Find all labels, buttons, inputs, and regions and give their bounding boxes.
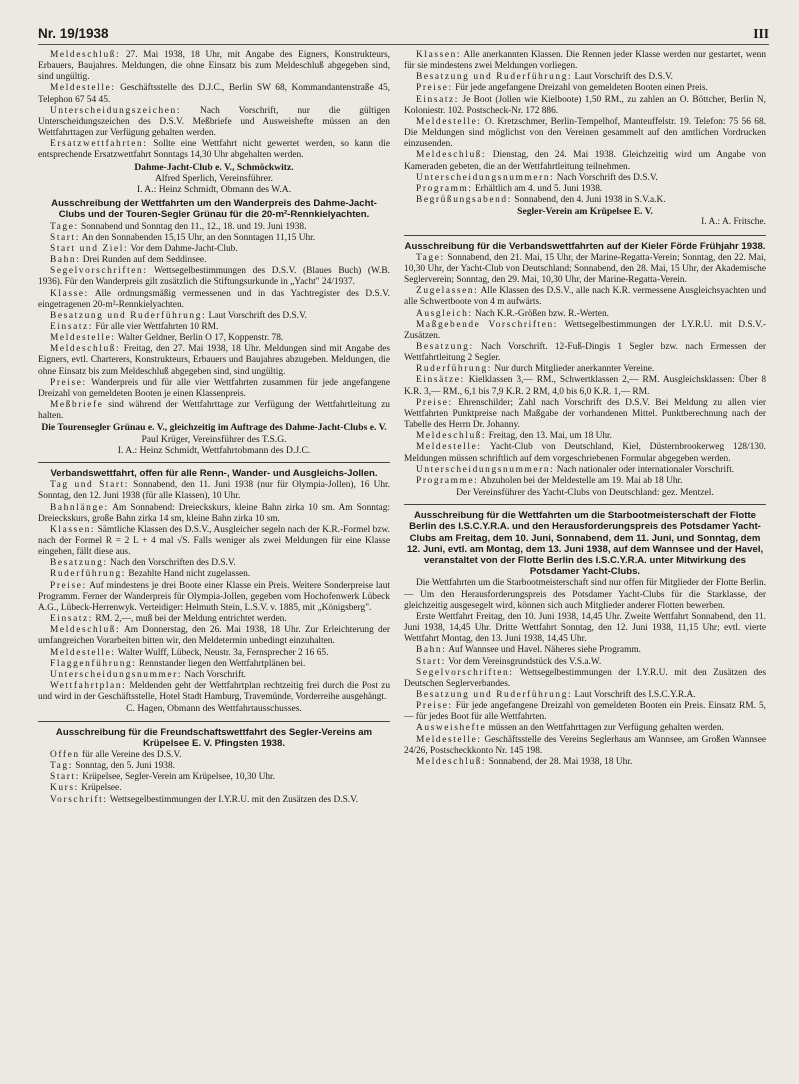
paragraph-text: Dienstag, den 24. Mai 1938. Gleichzeitig wird um Angabe von Kameraden gebeten, die an der Wettfahrtleitung teilnehmen. [404,150,766,172]
announcement-paragraph [404,668,766,690]
paragraph-text: Sollte eine Wettfahrt nicht gewertet werden, so kann die entsprechende Ersatzwettfahrt Sonntags 14,30 Uhr abgehalten werden. [38,139,390,161]
paragraph-text: Sonnabend, den 4. Juni 1938 in S.V.a.K. [514,195,666,206]
paragraph-lead: Preise: [50,580,87,591]
paragraph-lead: Tage: [50,221,79,232]
announcement-paragraph [404,465,766,476]
paragraph-lead: Meldeschluß: [50,50,121,60]
paragraph-lead: Tage: [416,252,445,263]
announcement-paragraph [38,83,390,105]
paragraph-lead: Tag: [50,761,73,772]
announcement-paragraph [38,344,390,377]
section-divider [38,462,390,463]
announcement-paragraph [404,757,766,768]
paragraph-lead: Preise: [416,397,453,408]
announcement-paragraph [404,150,766,172]
paragraph-text: Rennstander liegen den Wettfahrtplänen bei. [138,658,306,669]
paragraph-lead: Meldestelle: [416,116,482,127]
paragraph-lead: Besatzung und Ruderführung: [416,690,573,701]
paragraph-lead: Meßbriefe [50,400,104,411]
paragraph-text: Freitag, den 27. Mai 1938, 18 Uhr. Meldungen sind mit Angabe des Eigners, evtl. Charterers, Konstrukteurs, Erbauers und Baujahres abzugeben. Meldungen, die ohne Einsatz bis zum Meldeschluß abgegeben sind, sind ungültig. [38,344,390,377]
paragraph-text: Vor dem Vereinsgrundstück des V.S.a.W. [448,656,602,667]
signature-line: I. A.: Heinz Schmidt, Obmann des W.A. [136,183,292,195]
paragraph-lead: Besatzung: [416,342,474,352]
signature-line: Alfred Sperlich, Vereinsführer. [154,172,274,184]
paragraph-lead: Unterscheidungsnummern: [416,464,555,475]
announcement-paragraph [38,581,390,614]
paragraph-text: Meldenden geht der Wettfahrtplan rechtzeitig frei durch die Post zu und wird in der Geschäftsstelle, Hotel Stadt Hamburg, Travemünde, Vorderreihe ausgehängt. [38,681,390,703]
paragraph-lead: Meldestelle: [50,333,116,344]
paragraph-lead: Klassen: [416,50,462,60]
announcement-paragraph [404,184,766,195]
paragraph-lead: Ersatzwettfahrten: [50,139,148,150]
paragraph-lead: Unterscheidungsnummern: [416,172,555,183]
paragraph-lead: Ausweishefte [416,723,487,734]
announcement-paragraph [404,723,766,734]
paragraph-text: Sonntag, den 5. Juni 1938. [75,761,176,772]
announcement-paragraph [38,322,390,333]
section-divider [404,504,766,505]
announcement-paragraph [38,503,390,525]
paragraph-text: Bezahlte Hand nicht zugelassen. [128,569,251,580]
paragraph-lead: Preise: [416,701,453,712]
announcement-paragraph [38,244,390,255]
paragraph-lead: Klassen: [50,524,96,535]
paragraph-lead: Besatzung: [50,558,108,569]
paragraph-text: Krüpelsee, Segler-Verein am Krüpelsee, 10,30 Uhr. [82,772,275,783]
announcement-paragraph [404,83,766,94]
paragraph-lead: Kurs: [50,783,79,794]
paragraph-text: Auf Wannsee und Havel. Näheres siehe Programm. [448,645,641,656]
paragraph-lead: Meldestelle: [416,442,482,453]
paragraph-text: Nach Vorschrift, nur die gültigen Unterscheidungszeichen des D.S.V. Meßbriefe und Ausweishefte müssen an den Wettfahrttagen zur Verfügung gehalten werden. [38,105,390,139]
paragraph-lead: Einsatz: [416,94,459,105]
paragraph-lead: Meldestelle: [50,83,116,94]
announcement-paragraph [404,431,766,442]
announcement-paragraph [404,286,766,308]
signature-line: Paul Krüger, Vereinsführer des T.S.G. [141,433,287,445]
paragraph-lead: Preise: [50,377,87,388]
paragraph-lead: Ruderführung: [50,569,126,580]
paragraph-text: Wettsegelbestimmungen der I.Y.R.U. mit D.S.V.-Zusätzen. [404,319,766,341]
announcement-paragraph [404,309,766,320]
announcement-paragraph [404,72,766,83]
paragraph-lead: Einsatz: [50,614,93,625]
announcement-paragraph [404,117,766,150]
paragraph-lead: Segelvorschriften: [416,667,514,678]
announcement-paragraph [38,255,390,266]
paragraph-lead: Bahn: [416,645,447,656]
paragraph-text: Alle anerkannten Klassen. Die Rennen jeder Klasse werden nur gestartet, wenn für sie mindestens zwei Meldungen vorliegen. [404,50,766,72]
announcement-paragraph [38,795,390,806]
paragraph-text: Sonnabend, der 28. Mai 1938, 18 Uhr. [488,756,633,767]
paragraph-text: Die Wettfahrten um die Starbootmeisterschaft sind nur offen für Mitglieder der Flotte Berlin. — Um den Herausforderungspreis des Potsdamer Yacht-Clubs für die Starklasse, der gleichzeitig ausgesegelt wird, können sich auch Mitglieder anderer Flotten bewerben. [404,578,766,611]
announcement-paragraph [404,375,766,397]
paragraph-lead: Programme: [416,475,479,486]
paragraph-text: Drei Runden auf dem Seddinsee. [82,255,207,266]
announcement-paragraph [38,333,390,344]
paragraph-lead: Flaggenführung: [50,658,137,669]
signature-line: I. A.: Heinz Schmidt, Wettfahrtobmann des D.J.C. [117,444,311,456]
paragraph-text: Erste Wettfahrt Freitag, den 10. Juni 1938, 14,45 Uhr. Zweite Wettfahrt Sonnabend, den 11. Juni 1938, 14,45 Uhr. Dritte Wettfahrt Sonntag, den 12. Juni 1938, 11,15 Uhr; evtl. vierte Wettfahrt Montag, den 13. Juni 1938, 14,45 Uhr. [404,611,766,645]
paragraph-text: Nach K.R.-Größen bzw. R.-Werten. [474,308,609,319]
announcement-paragraph [38,681,390,703]
paragraph-lead: Start: [50,232,80,243]
paragraph-text: Erhältlich am 4. und 5. Juni 1938. [474,183,603,194]
paragraph-lead: Unterscheidungszeichen: [50,105,182,116]
paragraph-lead: Vorschrift: [50,794,108,805]
paragraph-text: Geschäftsstelle des Vereins Seglerhaus am Wannsee, am Großen Wannsee 24/26, Postscheckkonto Nr. 145 198. [404,734,766,756]
paragraph-lead: Meldestelle: [416,734,482,745]
paragraph-text: Geschäftsstelle des D.J.C., Berlin SW 68, Kommandantenstraße 45, Telephon 67 54 45. [38,83,390,105]
paragraph-lead: Besatzung und Ruderführung: [50,310,207,321]
paragraph-text: Alle ordnungsmäßig vermessenen und in das Yachtregister des D.S.V. eingetragenen 20-m²-Rennkielyachten. [38,288,390,310]
announcement-paragraph [38,670,390,681]
paragraph-lead: Meldeschluß: [416,431,487,442]
paragraph-text: Wanderpreis und für alle vier Wettfahrten zusammen für jede angefangene Dreizahl von gemeldeten Booten je einen Klassenpreis. [38,377,390,399]
announcement-paragraph [38,558,390,569]
announcement-paragraph [404,50,766,72]
paragraph-text: Nach nationaler oder internationaler Vorschrift. [556,464,735,475]
paragraph-lead: Start: [416,656,446,667]
paragraph-lead: Meldeschluß: [416,756,487,767]
signature-line: Der Vereinsführer des Yacht-Clubs von Deutschland: gez. Mentzel. [456,487,714,499]
announcement-paragraph [38,614,390,625]
issue-number: Nr. 19/1938 [38,26,109,41]
paragraph-lead: Maßgebende Vorschriften: [416,319,559,330]
announcement-paragraph [38,750,390,761]
paragraph-text: Auf mindestens je drei Boote einer Klasse ein Preis. Weitere Sonderpreise laut Programm. Ferner der Wanderpreis für Olympia-Jollen, gegeben vom Hochofenwerk Lübeck A.G., Lübeck-Herrenwyk. Verteidiger: Helmuth Stein, L.S.V. v. 1885, mit „Königsberg". [38,580,390,613]
announcement-paragraph [38,400,390,422]
announcement-paragraph [404,364,766,375]
paragraph-lead: Preise: [416,83,453,94]
paragraph-text: Nach Vorschrift. 12-Fuß-Dingis 1 Segler bzw. nach Ermessen der Wettfahrtleitung 2 Segler. [404,342,766,364]
paragraph-lead: Bahn: [50,255,81,266]
paragraph-text: Für jede angefangene Dreizahl von gemeldeten Booten einen Preis. [455,83,708,94]
paragraph-text: 27. Mai 1938, 18 Uhr, mit Angabe des Eigners, Konstrukteurs, Erbauers, Baujahres. Meldungen, die ohne Einsatz bis zum Meldeschluß abgegeben sind, sind ungültig. [38,50,390,83]
paragraph-text: Für jede angefangene Dreizahl von gemeldeten Booten ein Preis. Einsatz RM. 5,— für jedes Boot für alle Wettfahrten. [404,701,766,723]
section-heading: Ausschreibung der Wettfahrten um den Wanderpreis des Dahme-Jacht-Clubs und der Touren-Segler Grünau für die 20-m²-Rennkielyachten. [51,198,377,221]
signature-line: Segler-Verein am Krüpelsee E. V. [517,206,653,218]
announcement-paragraph [38,289,390,311]
announcement-paragraph [38,378,390,400]
announcement-paragraph [404,173,766,184]
announcement-paragraph [404,645,766,656]
announcement-paragraph [38,525,390,558]
announcement-paragraph [38,266,390,288]
paragraph-lead: Besatzung und Ruderführung: [416,72,573,83]
announcement-paragraph [38,772,390,783]
paragraph-text: Vor dem Dahme-Jacht-Club. [130,243,238,254]
paragraph-text: müssen an den Wettfahrttagen zur Verfügung gehalten werden. [488,723,724,734]
paragraph-text: Sonnabend, den 21. Mai, 15 Uhr, der Marine-Regatta-Verein; Sonntag, den 22. Mai, 10,30 Uhr, der Yacht-Club von Deutschland; Sonnabend, den 28. Mai, 15 Uhr, der Akademische Seglerverein; Sonntag, den 29. Mai, 10,30 Uhr, der Marine-Regatta-Verein. [404,252,766,286]
paragraph-lead: Start: [50,772,80,783]
announcement-paragraph [38,106,390,139]
paragraph-text: Nach den Vorschriften des D.S.V. [110,558,236,569]
paragraph-lead: Wettfahrtplan: [50,681,127,692]
paragraph-lead: Ausgleich: [416,308,473,319]
section-heading: Ausschreibung für die Freundschaftswettfahrt des Segler-Vereins am Krüpelsee E. V. Pfingsten 1938. [55,726,373,749]
announcement-paragraph [404,701,766,723]
paragraph-text: RM. 2,—, muß bei der Meldung entrichtet werden. [95,614,287,625]
section-heading: Ausschreibung für die Verbandswettfahrten auf der Kieler Förde Frühjahr 1938. [404,240,766,252]
announcement-paragraph [404,476,766,487]
announcement-paragraph [404,442,766,464]
announcement-paragraph [404,253,766,286]
paragraph-lead: Start und Ziel: [50,243,129,254]
paragraph-lead: Offen [50,749,80,760]
announcement-paragraph [404,320,766,342]
paragraph-text: Am Sonnabend: Dreieckskurs, kleine Bahn zirka 10 sm. Am Sonntag: Dreieckskurs, große Bahn zirka 14 sm, kleine Bahn zirka 10 sm. [38,502,390,524]
announcement-paragraph [38,648,390,659]
paragraph-lead: Programm: [416,183,473,194]
paragraph-text: Walter Geldner, Berlin O 17, Koppenstr. 78. [117,333,284,344]
paragraph-lead: Unterscheidungsnummer: [50,669,183,680]
paragraph-lead: Begrüßungsabend: [416,195,512,206]
announcement-paragraph [404,735,766,757]
announcement-paragraph [38,233,390,244]
paragraph-text: Nur durch Mitglieder anerkannter Vereine. [494,364,655,375]
paragraph-text: Krüpelsee. [81,783,122,794]
paragraph-text: Wettsegelbestimmungen des D.S.V. (Blaues Buch) (W.B. 1936). Für den Wanderpreis gilt zusätzlich die Stiftungsurkunde in „Yacht" 24/1937. [38,266,390,288]
signature-line: I. A.: A. Fritsche. [701,217,766,228]
announcement-paragraph [404,95,766,117]
paragraph-text: Nach Vorschrift des D.S.V. [556,172,658,183]
section-divider [404,235,766,236]
paragraph-lead: Meldestelle: [50,647,116,658]
paragraph-text: Alle Klassen des D.S.V., alle nach K.R. vermessene Ausgleichsyachten und alle Schwertboote von 4 m aufwärts. [404,286,766,308]
paragraph-lead: Bahnlänge: [50,502,109,513]
announcement-paragraph [38,139,390,161]
announcement-paragraph [404,195,766,206]
page-header [38,26,769,46]
paragraph-text: Am Donnerstag, den 26. Mai 1938, 18 Uhr. Zur Erleichterung der umfangreichen Vorarbeiten bitten wir, den Meldetermin unbedingt einzuhalten. [38,625,390,647]
signature-line: Die Tourensegler Grünau e. V., gleichzeitig im Auftrage des Dahme-Jacht-Clubs e. V. [41,422,387,434]
paragraph-text: Sämtliche Klassen des D.S.V., Ausgleicher segeln nach der K.R.-Formel bzw. nach der Formel R = 2 L + 4 mal √S. Falls weniger als zwei Meldungen für eine Klasse eingehen, fällt diese aus. [38,524,390,558]
announcement-paragraph [38,659,390,670]
paragraph-lead: Einsätze: [416,375,465,386]
signature-line: Dahme-Jacht-Club e. V., Schmöckwitz. [134,161,294,173]
announcement-paragraph [404,612,766,645]
paragraph-lead: Ruderführung: [416,364,492,375]
paragraph-text: Freitag, den 13. Mai, um 18 Uhr. [488,431,612,442]
announcement-paragraph [38,311,390,322]
paragraph-text: für alle Vereine des D.S.V. [82,749,182,760]
announcement-paragraph [404,657,766,668]
section-divider [38,721,390,722]
paragraph-text: Abzuholen bei der Meldestelle am 19. Mai ab 18 Uhr. [480,475,683,486]
announcement-paragraph [38,480,390,502]
announcement-paragraph [404,398,766,431]
header-rule [38,44,769,45]
announcement-paragraph [38,569,390,580]
paragraph-text: O. Kretzschmer, Berlin-Tempelhof, Manteuffelstr. 19. Telefon: 75 56 68. Die Meldungen sind möglichst von den Vereinen gesammelt auf den amtlichen Vordrucken einzusenden. [404,116,766,150]
paragraph-text: Ehrenschilder; Zahl nach Vorschrift des D.S.V. Bei Meldung zu allen vier Wettfahrten Punktpreise nach Maßgabe der vorhandenen Mittel. Punktberechnung nach der Tabelle des Herrn Dr. Johanny. [404,397,766,431]
paragraph-text: An den Sonnabenden 15,15 Uhr, an den Sonntagen 11,15 Uhr. [81,232,316,243]
signature-line: C. Hagen, Obmann des Wettfahrtausschusses. [126,703,302,715]
announcement-paragraph [404,578,766,611]
announcement-paragraph [38,783,390,794]
page-number: III [753,26,769,41]
announcement-paragraph [404,690,766,701]
paragraph-text: Für alle vier Wettfahrten 10 RM. [95,321,219,332]
announcement-paragraph [404,342,766,364]
paragraph-text: sind während der Wettfahrttage zur Verfügung der Wettfahrtleitung zu halten. [38,400,390,422]
paragraph-lead: Meldeschluß: [416,150,487,161]
paragraph-text: Walter Wulff, Lübeck, Neustr. 3a, Fernsprecher 2 16 65. [117,647,329,658]
section-heading: Verbandswettfahrt, offen für alle Renn-, Wander- und Ausgleichs-Jollen. [50,468,378,479]
paragraph-text: Kielklassen 3,— RM., Schwertklassen 2,— RM. Ausgleichsklassen: Über 8 K.R. 3,— RM., 6,1 bis 7,9 K.R. 2 RM, 4,0 bis 6,0 K.R. 1,— RM. [404,375,766,397]
paragraph-text: Je Boot (Jollen wie Kielboote) 1,50 RM., zu zahlen an O. Böttcher, Berlin N, Koloniestr. 102. Postscheck-Nr. 172 886. [404,94,766,116]
announcement-paragraph [38,222,390,233]
paragraph-lead: Segelvorschriften: [50,266,148,277]
announcement-paragraph [38,625,390,647]
paragraph-lead: Meldeschluß: [50,625,121,636]
paragraph-text: Sonnabend, den 11. Juni 1938 (nur für Olympia-Jollen), 16 Uhr. Sonntag, den 12. Juni 1938 (für alle Klassen), 10 Uhr. [38,480,390,502]
paragraph-text: Wettsegelbestimmungen der I.Y.R.U. mit den Zusätzen des Deutschen Seglerverbandes. [404,667,766,689]
paragraph-text: Laut Vorschrift des D.S.V. [574,72,673,83]
paragraph-text: Nach Vorschrift. [184,669,247,680]
paragraph-lead: Tag und Start: [50,480,130,491]
paragraph-text: Laut Vorschrift des D.S.V. [208,310,307,321]
paragraph-text: Laut Vorschrift des I.S.C.Y.R.A. [574,690,696,701]
right-column [404,50,766,1050]
announcement-paragraph [38,761,390,772]
paragraph-lead: Klasse: [50,288,89,299]
paragraph-text: Sonnabend und Sonntag den 11., 12., 18. und 19. Juni 1938. [81,221,307,232]
section-heading: Ausschreibung für die Wettfahrten um die Starbootmeisterschaft der Flotte Berlin des I.S.C.Y.R.A. und den Herausforderungspreis des Potsdamer Yacht-Clubs am Freitag, dem 10. Juni, Sonnabend, dem 11. Juni, und Sonntag, dem 12. Juni, evtl. am Montag, dem 13. Juni 1938, auf dem Wannsee und der Havel, veranstaltet von der Flotte Berlin des I.S.C.Y.R.A. unter Mitwirkung des Potsdamer Yacht-Clubs. [406,510,764,578]
paragraph-text: Yacht-Club von Deutschland, Kiel, Düsternbrookerweg 128/130. Meldungen müssen schriftlich auf dem vorgeschriebenen Formular abgegeben werden. [404,442,766,464]
paragraph-lead: Zugelassen: [416,286,479,297]
paragraph-text: Wettsegelbestimmungen der I.Y.R.U. mit den Zusätzen des D.S.V. [109,794,359,805]
left-column [38,50,390,1060]
paragraph-lead: Einsatz: [50,321,93,332]
paragraph-lead: Meldeschluß: [50,344,121,355]
announcement-paragraph [38,50,390,83]
